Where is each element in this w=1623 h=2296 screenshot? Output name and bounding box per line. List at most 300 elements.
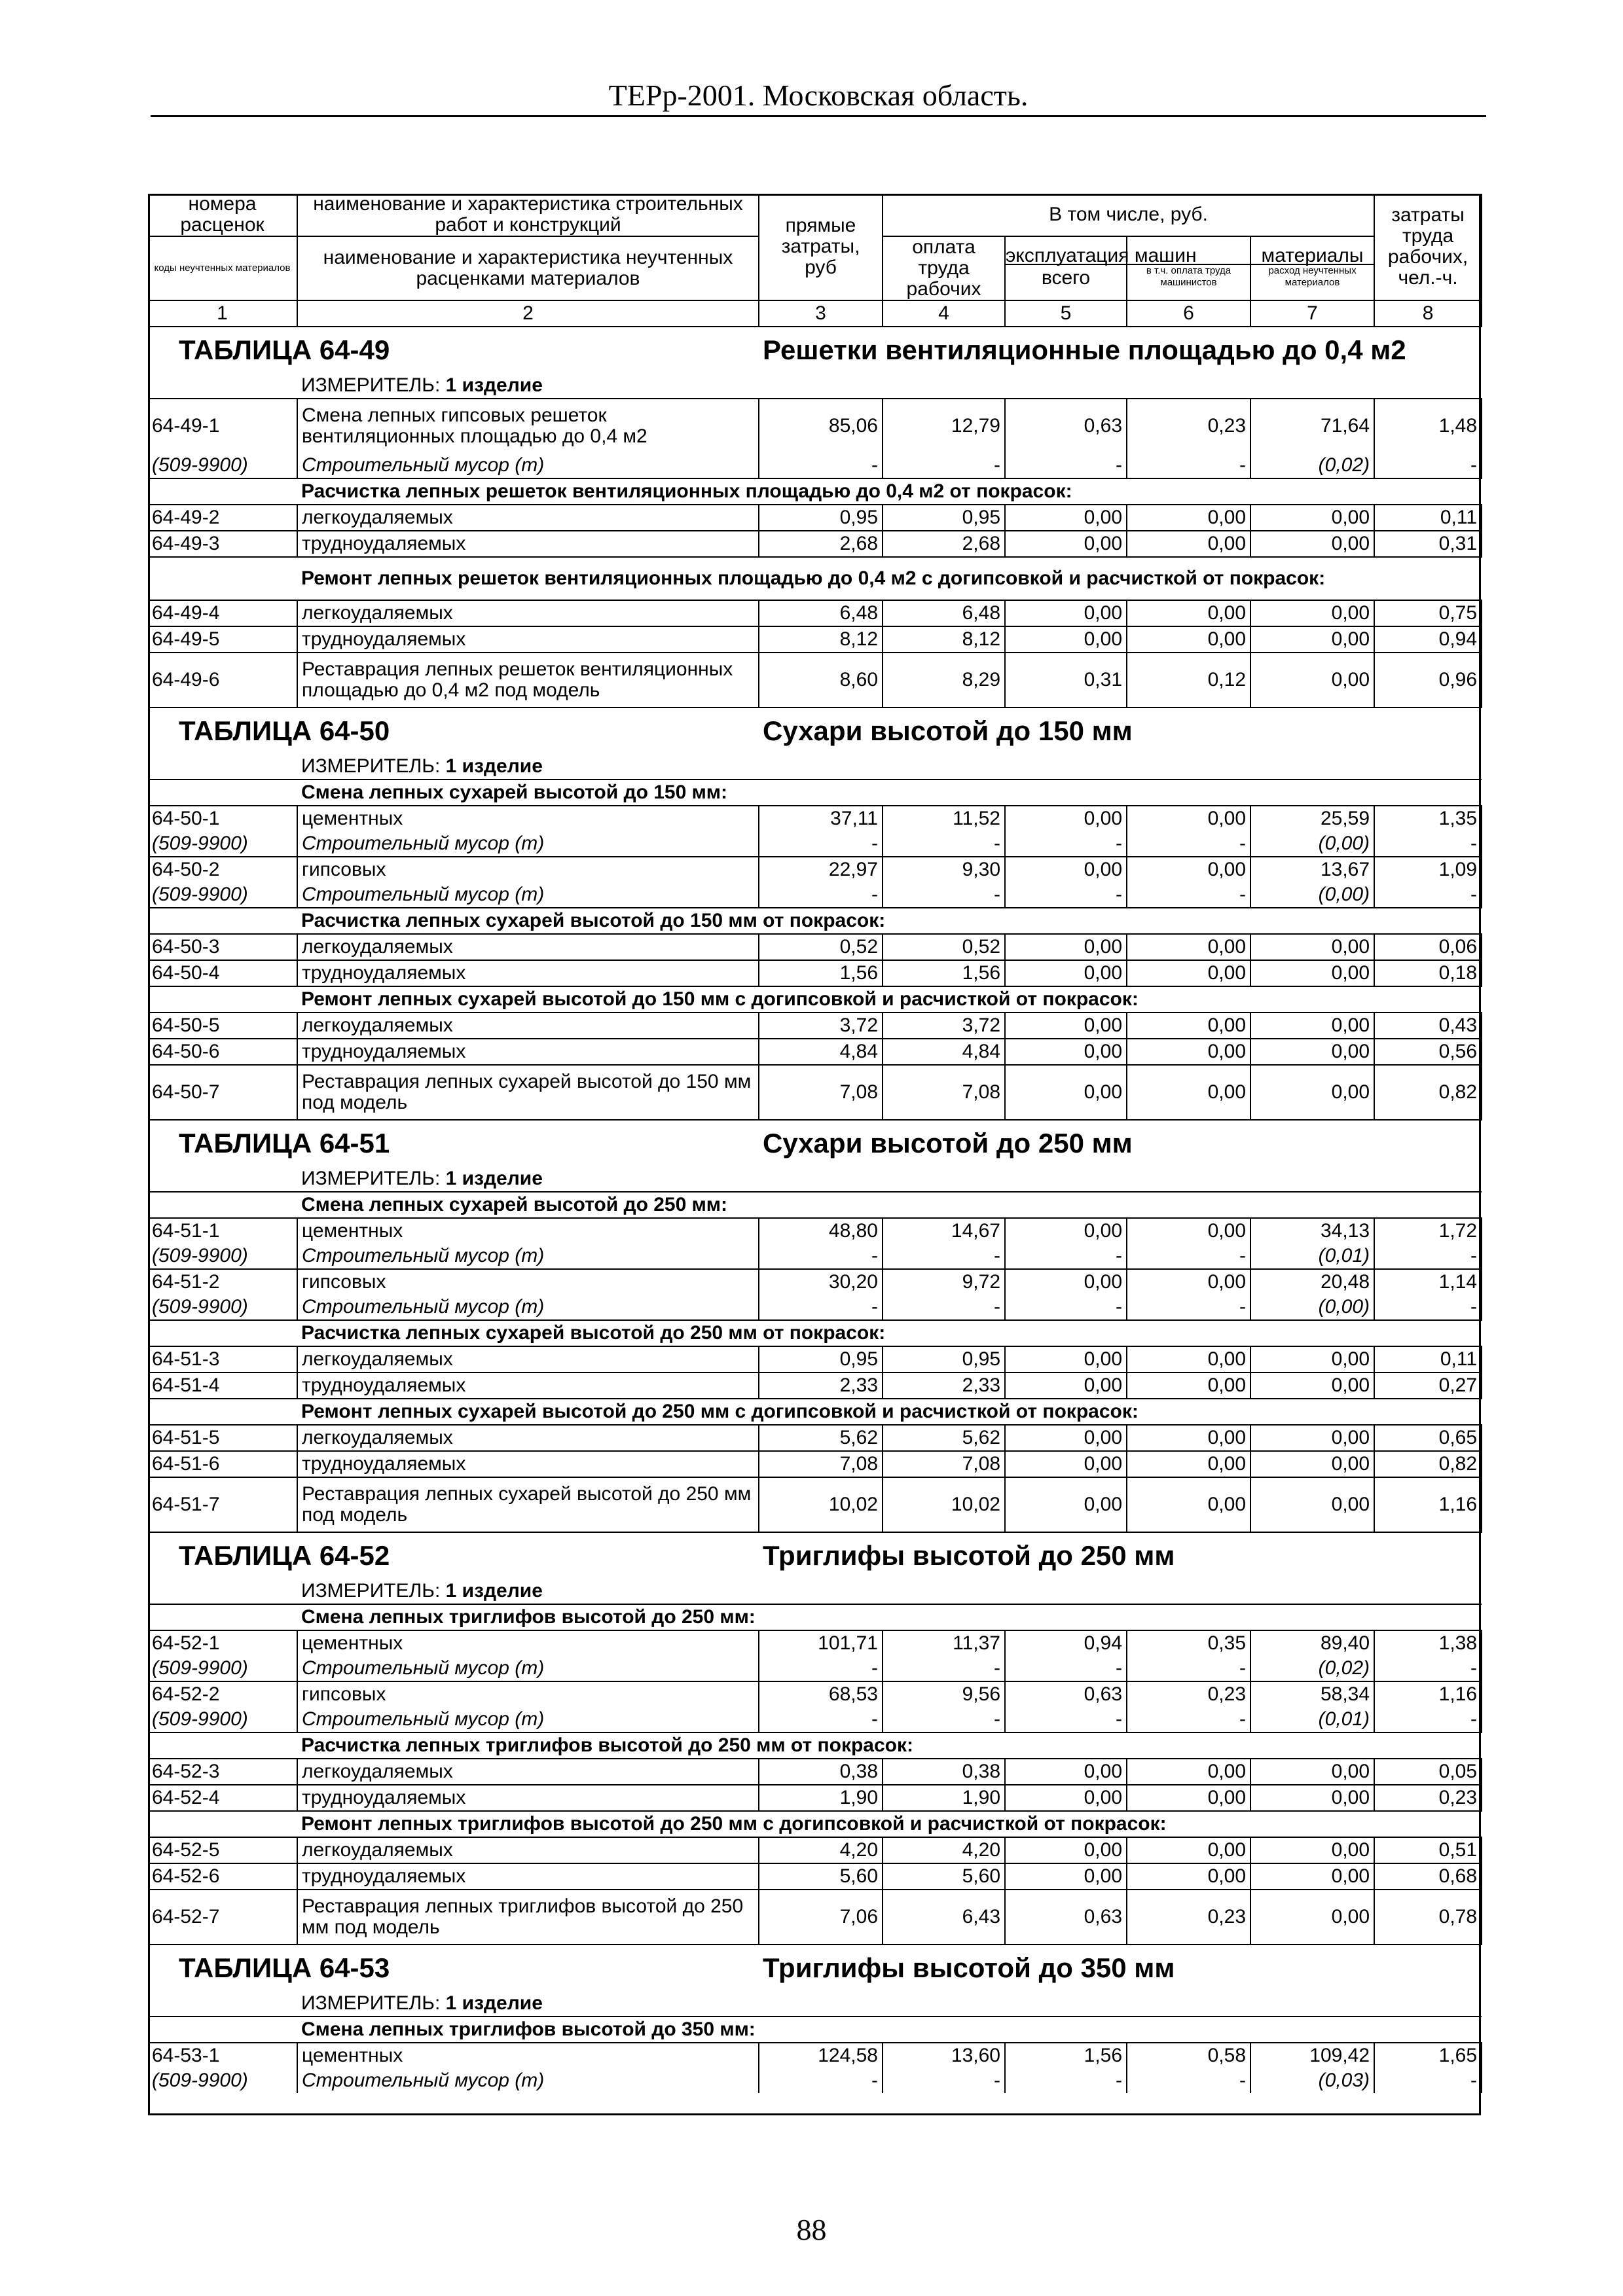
rate-code: 64-51-2	[149, 1269, 297, 1295]
rate-name: трудноудаляемых	[297, 1451, 759, 1477]
table-section-title	[149, 1945, 1482, 1991]
measure-unit: 1 изделие	[445, 1580, 543, 1602]
material-name: Строительный мусор (т)	[297, 882, 759, 908]
rate-code: 64-52-5	[149, 1837, 297, 1863]
materials-value: 109,42	[1250, 2043, 1374, 2068]
material-row	[149, 2068, 1482, 2093]
rate-code: 64-51-6	[149, 1451, 297, 1477]
subgroup-name: Смена лепных сухарей высотой до 250 мм:	[297, 1192, 1482, 1218]
machines-total-value: 0,00	[1005, 1759, 1127, 1785]
rate-name: легкоудаляемых	[297, 1837, 759, 1863]
measure-unit: 1 изделие	[445, 1992, 543, 2014]
rate-name: цементных	[297, 806, 759, 831]
wages-value: -	[883, 882, 1005, 908]
machinist-wages-value: 0,00	[1127, 1039, 1250, 1065]
section-number: ТАБЛИЦА 64-50	[149, 708, 759, 754]
wages-value: 0,95	[883, 1346, 1005, 1372]
machinist-wages-value: 0,58	[1127, 2043, 1250, 2068]
machinist-wages-value: 0,12	[1127, 653, 1250, 708]
subgroup-row	[149, 780, 1482, 806]
materials-value: (0,03)	[1250, 2068, 1374, 2093]
labor-hours-value: 1,16	[1374, 1681, 1482, 1707]
materials-value: (0,00)	[1250, 1295, 1374, 1320]
rate-name: трудноудаляемых	[297, 960, 759, 986]
table-section-title	[149, 327, 1482, 373]
page-number: 88	[796, 2213, 827, 2246]
wages-value: -	[883, 453, 1005, 478]
material-name: Строительный мусор (т)	[297, 2068, 759, 2093]
subgroup-spacer	[149, 1811, 297, 1837]
machines-total-value: 0,00	[1005, 1218, 1127, 1244]
section-number: ТАБЛИЦА 64-51	[149, 1120, 759, 1166]
subgroup-name: Расчистка лепных триглифов высотой до 250 мм от покрасок:	[297, 1732, 1482, 1759]
subgroup-spacer	[149, 2017, 297, 2043]
measure-cell	[297, 1579, 1482, 1604]
materials-value: (0,01)	[1250, 1244, 1374, 1269]
material-code: (509-9900)	[149, 1656, 297, 1681]
col-num-4: 4	[883, 300, 1005, 327]
machines-total-value: 0,63	[1005, 1681, 1127, 1707]
wages-value: 12,79	[883, 399, 1005, 453]
rate-code: 64-53-1	[149, 2043, 297, 2068]
materials-value: (0,01)	[1250, 1707, 1374, 1732]
measure-unit: 1 изделие	[445, 755, 543, 777]
direct-cost-value: -	[759, 1656, 883, 1681]
labor-hours-value: 0,27	[1374, 1372, 1482, 1399]
rates-table	[148, 194, 1482, 2093]
materials-value: 0,00	[1250, 1065, 1374, 1120]
materials-value: 0,00	[1250, 1759, 1374, 1785]
machines-total-value: 0,00	[1005, 1863, 1127, 1890]
machinist-wages-value: 0,00	[1127, 1785, 1250, 1811]
material-name: Строительный мусор (т)	[297, 1295, 759, 1320]
machines-total-value: 0,00	[1005, 934, 1127, 960]
measure-cell	[297, 754, 1482, 780]
rate-code: 64-50-3	[149, 934, 297, 960]
machines-total-value: 0,94	[1005, 1630, 1127, 1656]
rate-code: 64-52-6	[149, 1863, 297, 1890]
materials-value: 13,67	[1250, 857, 1374, 882]
wages-value: 0,95	[883, 505, 1005, 531]
machines-total-value: 0,00	[1005, 1346, 1127, 1372]
wages-value: 10,02	[883, 1477, 1005, 1532]
rate-code: 64-51-3	[149, 1346, 297, 1372]
col-header-material-name: наименование и характеристика неучтенных расценками материалов	[297, 236, 759, 300]
machines-total-value: -	[1005, 453, 1127, 478]
materials-value: 0,00	[1250, 653, 1374, 708]
labor-hours-value: 0,68	[1374, 1863, 1482, 1890]
machines-label: эксплуатация машин	[1006, 245, 1197, 266]
col-num-8: 8	[1374, 300, 1482, 327]
rate-row	[149, 1477, 1482, 1532]
rate-row	[149, 531, 1482, 557]
direct-cost-value: 48,80	[759, 1218, 883, 1244]
machinist-wages-value: 0,00	[1127, 1863, 1250, 1890]
machines-total-value: 0,00	[1005, 531, 1127, 557]
section-number: ТАБЛИЦА 64-49	[149, 327, 759, 373]
materials-value: 0,00	[1250, 1039, 1374, 1065]
rate-row	[149, 1065, 1482, 1120]
page-header	[151, 77, 1486, 117]
section-number: ТАБЛИЦА 64-52	[149, 1532, 759, 1579]
measure-row	[149, 1579, 1482, 1604]
col-num-2: 2	[297, 300, 759, 327]
rate-name: Реставрация лепных триглифов высотой до 250 мм под модель	[297, 1890, 759, 1945]
wages-value: 6,48	[883, 600, 1005, 626]
rate-name: Реставрация лепных сухарей высотой до 150 мм под модель	[297, 1065, 759, 1120]
section-name: Сухари высотой до 150 мм	[759, 708, 1482, 754]
rate-code: 64-52-1	[149, 1630, 297, 1656]
labor-hours-value: 1,38	[1374, 1630, 1482, 1656]
rate-code: 64-52-2	[149, 1681, 297, 1707]
labor-hours-value: 0,96	[1374, 653, 1482, 708]
section-name: Сухари высотой до 250 мм	[759, 1120, 1482, 1166]
material-row	[149, 882, 1482, 908]
materials-value: 0,00	[1250, 1451, 1374, 1477]
measure-label: ИЗМЕРИТЕЛЬ:	[301, 1992, 446, 2014]
material-name: Строительный мусор (т)	[297, 1244, 759, 1269]
direct-cost-value: 2,33	[759, 1372, 883, 1399]
machinist-wages-value: 0,00	[1127, 1218, 1250, 1244]
materials-value: 89,40	[1250, 1630, 1374, 1656]
rate-name: легкоудаляемых	[297, 1759, 759, 1785]
materials-value: 58,34	[1250, 1681, 1374, 1707]
machinist-wages-value: -	[1127, 831, 1250, 857]
col-header-material-codes: коды неучтенных материалов	[149, 236, 297, 300]
materials-value: (0,02)	[1250, 453, 1374, 478]
rate-name: трудноудаляемых	[297, 626, 759, 653]
subgroup-row	[149, 1604, 1482, 1630]
direct-cost-value: 101,71	[759, 1630, 883, 1656]
materials-value: 0,00	[1250, 1785, 1374, 1811]
measure-cell	[297, 373, 1482, 399]
col-num-3: 3	[759, 300, 883, 327]
machinist-wages-value: 0,35	[1127, 1630, 1250, 1656]
labor-hours-value: 1,48	[1374, 399, 1482, 453]
machines-total-value: -	[1005, 1707, 1127, 1732]
subgroup-row	[149, 2017, 1482, 2043]
rate-row	[149, 2043, 1482, 2068]
rate-row	[149, 505, 1482, 531]
table-header	[149, 194, 1482, 327]
subgroup-row	[149, 908, 1482, 934]
machinist-wages-value: -	[1127, 1295, 1250, 1320]
labor-hours-value: 0,43	[1374, 1013, 1482, 1039]
subgroup-row	[149, 1192, 1482, 1218]
rate-row	[149, 1759, 1482, 1785]
materials-value: 0,00	[1250, 1837, 1374, 1863]
machines-total-value: 0,00	[1005, 1837, 1127, 1863]
labor-hours-value: 0,06	[1374, 934, 1482, 960]
direct-cost-value: 0,95	[759, 505, 883, 531]
measure-spacer	[149, 1579, 297, 1604]
wages-value: 7,08	[883, 1065, 1005, 1120]
subgroup-name: Расчистка лепных решеток вентиляционных площадью до 0,4 м2 от покрасок:	[297, 478, 1482, 505]
labor-hours-value: 0,65	[1374, 1425, 1482, 1451]
subgroup-spacer	[149, 986, 297, 1013]
rate-row	[149, 1837, 1482, 1863]
measure-row	[149, 1166, 1482, 1192]
material-code: (509-9900)	[149, 1707, 297, 1732]
machinist-wages-value: 0,00	[1127, 1346, 1250, 1372]
machinist-wages-value: 0,00	[1127, 1013, 1250, 1039]
rate-name: гипсовых	[297, 1681, 759, 1707]
material-code: (509-9900)	[149, 882, 297, 908]
machinist-wages-value: 0,00	[1127, 1372, 1250, 1399]
subgroup-name: Ремонт лепных решеток вентиляционных площадью до 0,4 м2 с догипсовкой и расчисткой от покрасок:	[297, 557, 1482, 600]
measure-row	[149, 1991, 1482, 2017]
labor-hours-value: 0,31	[1374, 531, 1482, 557]
material-name: Строительный мусор (т)	[297, 1656, 759, 1681]
machines-total-value: 0,00	[1005, 1269, 1127, 1295]
wages-value: 6,43	[883, 1890, 1005, 1945]
rate-row	[149, 399, 1482, 453]
materials-value: 0,00	[1250, 531, 1374, 557]
rate-code: 64-49-6	[149, 653, 297, 708]
direct-cost-value: 0,38	[759, 1759, 883, 1785]
table-body	[149, 327, 1482, 2093]
direct-cost-value: 37,11	[759, 806, 883, 831]
subgroup-name: Расчистка лепных сухарей высотой до 250 мм от покрасок:	[297, 1320, 1482, 1346]
labor-hours-value: 0,11	[1374, 505, 1482, 531]
materials-label: материалы	[1251, 245, 1374, 265]
wages-value: 11,37	[883, 1630, 1005, 1656]
section-name: Решетки вентиляционные площадью до 0,4 м2	[759, 327, 1482, 373]
col-header-wages: оплата труда рабочих	[883, 236, 1005, 300]
col-header-group: В том числе, руб.	[883, 194, 1374, 236]
wages-value: -	[883, 1656, 1005, 1681]
wages-value: -	[883, 831, 1005, 857]
machinist-wages-value: 0,00	[1127, 1759, 1250, 1785]
table-section-title	[149, 708, 1482, 754]
subgroup-spacer	[149, 1192, 297, 1218]
measure-label: ИЗМЕРИТЕЛЬ:	[301, 755, 446, 777]
machinist-wages-value: 0,00	[1127, 1269, 1250, 1295]
machines-total-value: 0,00	[1005, 857, 1127, 882]
machinist-wages-value: 0,23	[1127, 1890, 1250, 1945]
labor-hours-value: 0,78	[1374, 1890, 1482, 1945]
materials-value: 0,00	[1250, 1346, 1374, 1372]
material-row	[149, 1295, 1482, 1320]
wages-value: 5,62	[883, 1425, 1005, 1451]
material-name: Строительный мусор (т)	[297, 831, 759, 857]
rate-code: 64-51-5	[149, 1425, 297, 1451]
machinist-wages-value: -	[1127, 882, 1250, 908]
materials-value: 34,13	[1250, 1218, 1374, 1244]
wages-value: 9,72	[883, 1269, 1005, 1295]
rate-code: 64-49-5	[149, 626, 297, 653]
subgroup-row	[149, 478, 1482, 505]
material-row	[149, 1707, 1482, 1732]
materials-value: 0,00	[1250, 1425, 1374, 1451]
machines-total-value: 0,00	[1005, 806, 1127, 831]
rate-row	[149, 626, 1482, 653]
col-header-rate-number: номера расценок	[149, 194, 297, 236]
materials-value: 0,00	[1250, 1013, 1374, 1039]
materials-consumption-label: расход неучтенных материалов	[1268, 265, 1357, 288]
material-code: (509-9900)	[149, 831, 297, 857]
machinist-wages-value: -	[1127, 1244, 1250, 1269]
materials-value: (0,00)	[1250, 831, 1374, 857]
machinist-wages-value: 0,00	[1127, 600, 1250, 626]
materials-value: (0,00)	[1250, 882, 1374, 908]
subgroup-spacer	[149, 908, 297, 934]
page-title: ТЕРр-2001. Московская область.	[608, 79, 1029, 112]
rate-name: легкоудаляемых	[297, 1013, 759, 1039]
labor-hours-value: 0,94	[1374, 626, 1482, 653]
machinist-wages-label: в т.ч. оплата труда машинистов	[1146, 265, 1231, 288]
direct-cost-value: 10,02	[759, 1477, 883, 1532]
materials-value: 20,48	[1250, 1269, 1374, 1295]
direct-cost-value: 68,53	[759, 1681, 883, 1707]
rate-row	[149, 1681, 1482, 1707]
machines-total-value: 0,00	[1005, 960, 1127, 986]
measure-spacer	[149, 1166, 297, 1192]
rate-code: 64-51-4	[149, 1372, 297, 1399]
col-header-direct-costs: прямые затраты, руб	[759, 194, 883, 300]
wages-value: 2,33	[883, 1372, 1005, 1399]
rate-row	[149, 806, 1482, 831]
labor-hours-value: 1,72	[1374, 1218, 1482, 1244]
machinist-wages-value: 0,00	[1127, 1477, 1250, 1532]
materials-value: 0,00	[1250, 1372, 1374, 1399]
col-num-7: 7	[1250, 300, 1374, 327]
machines-total-label: всего	[1041, 267, 1091, 289]
measure-spacer	[149, 1991, 297, 2017]
machines-total-value: 0,00	[1005, 600, 1127, 626]
rate-name: цементных	[297, 1630, 759, 1656]
rate-row	[149, 857, 1482, 882]
col-num-6: 6	[1127, 300, 1250, 327]
measure-cell	[297, 1991, 1482, 2017]
machinist-wages-value: 0,23	[1127, 1681, 1250, 1707]
direct-cost-value: 124,58	[759, 2043, 883, 2068]
rate-name: трудноудаляемых	[297, 1372, 759, 1399]
rate-row	[149, 1218, 1482, 1244]
rate-name: трудноудаляемых	[297, 531, 759, 557]
rate-name: гипсовых	[297, 857, 759, 882]
table-section-title	[149, 1120, 1482, 1166]
direct-cost-value: 4,84	[759, 1039, 883, 1065]
subgroup-row	[149, 1732, 1482, 1759]
machinist-wages-value: 0,00	[1127, 505, 1250, 531]
rate-row	[149, 1269, 1482, 1295]
machines-total-value: -	[1005, 2068, 1127, 2093]
rate-name: легкоудаляемых	[297, 600, 759, 626]
measure-row	[149, 373, 1482, 399]
wages-value: -	[883, 2068, 1005, 2093]
rate-name: трудноудаляемых	[297, 1785, 759, 1811]
rate-row	[149, 1039, 1482, 1065]
material-name: Строительный мусор (т)	[297, 1707, 759, 1732]
materials-value: 0,00	[1250, 1863, 1374, 1890]
materials-value: 0,00	[1250, 600, 1374, 626]
direct-cost-value: 8,12	[759, 626, 883, 653]
wages-value: 14,67	[883, 1218, 1005, 1244]
rate-row	[149, 1863, 1482, 1890]
material-code: (509-9900)	[149, 453, 297, 478]
wages-value: 1,56	[883, 960, 1005, 986]
wages-value: 1,90	[883, 1785, 1005, 1811]
direct-cost-value: -	[759, 2068, 883, 2093]
labor-hours-value: -	[1374, 1656, 1482, 1681]
machines-total-value: 0,00	[1005, 1425, 1127, 1451]
machines-total-value: 0,00	[1005, 1372, 1127, 1399]
wages-value: 9,30	[883, 857, 1005, 882]
machines-total-value: 0,00	[1005, 1451, 1127, 1477]
direct-cost-value: 1,90	[759, 1785, 883, 1811]
wages-value: 0,38	[883, 1759, 1005, 1785]
measure-unit: 1 изделие	[445, 374, 543, 396]
machines-total-value: -	[1005, 882, 1127, 908]
rate-code: 64-50-4	[149, 960, 297, 986]
measure-cell	[297, 1166, 1482, 1192]
subgroup-row	[149, 1320, 1482, 1346]
measure-row	[149, 754, 1482, 780]
rate-row	[149, 1785, 1482, 1811]
measure-spacer	[149, 754, 297, 780]
subgroup-name: Расчистка лепных сухарей высотой до 150 мм от покрасок:	[297, 908, 1482, 934]
machinist-wages-value: -	[1127, 1707, 1250, 1732]
material-row	[149, 453, 1482, 478]
rate-row	[149, 653, 1482, 708]
machines-total-value: 0,00	[1005, 1013, 1127, 1039]
direct-cost-value: 0,52	[759, 934, 883, 960]
machinist-wages-value: 0,00	[1127, 806, 1250, 831]
subgroup-row	[149, 557, 1482, 600]
rate-name: Смена лепных гипсовых решеток вентиляционных площадью до 0,4 м2	[297, 399, 759, 453]
labor-hours-value: 0,56	[1374, 1039, 1482, 1065]
measure-label: ИЗМЕРИТЕЛЬ:	[301, 374, 446, 396]
machines-total-value: 0,63	[1005, 399, 1127, 453]
labor-hours-value: 1,09	[1374, 857, 1482, 882]
machinist-wages-value: 0,00	[1127, 1451, 1250, 1477]
direct-cost-value: 5,62	[759, 1425, 883, 1451]
direct-cost-value: 3,72	[759, 1013, 883, 1039]
labor-hours-value: 1,16	[1374, 1477, 1482, 1532]
col-header-work-name: наименование и характеристика строительных работ и конструкций	[297, 194, 759, 236]
direct-cost-value: 7,08	[759, 1451, 883, 1477]
rate-row	[149, 1013, 1482, 1039]
rate-name: легкоудаляемых	[297, 505, 759, 531]
rate-row	[149, 1346, 1482, 1372]
rate-code: 64-51-1	[149, 1218, 297, 1244]
direct-cost-value: -	[759, 453, 883, 478]
machines-total-value: 0,00	[1005, 1039, 1127, 1065]
rate-name: Реставрация лепных решеток вентиляционных площадью до 0,4 м2 под модель	[297, 653, 759, 708]
subgroup-name: Ремонт лепных триглифов высотой до 250 мм с догипсовкой и расчисткой от покрасок:	[297, 1811, 1482, 1837]
subgroup-name: Смена лепных сухарей высотой до 150 мм:	[297, 780, 1482, 806]
labor-hours-value: -	[1374, 1295, 1482, 1320]
subgroup-row	[149, 1399, 1482, 1425]
direct-cost-value: -	[759, 882, 883, 908]
materials-value: 0,00	[1250, 626, 1374, 653]
subgroup-name: Ремонт лепных сухарей высотой до 150 мм с догипсовкой и расчисткой от покрасок:	[297, 986, 1482, 1013]
direct-cost-value: 4,20	[759, 1837, 883, 1863]
material-code: (509-9900)	[149, 1295, 297, 1320]
rate-code: 64-52-7	[149, 1890, 297, 1945]
machines-total-value: 0,31	[1005, 653, 1127, 708]
subgroup-name: Смена лепных триглифов высотой до 350 мм:	[297, 2017, 1482, 2043]
direct-cost-value: 0,95	[759, 1346, 883, 1372]
direct-cost-value: 7,06	[759, 1890, 883, 1945]
rate-code: 64-50-7	[149, 1065, 297, 1120]
measure-label: ИЗМЕРИТЕЛЬ:	[301, 1168, 446, 1189]
direct-cost-value: -	[759, 1244, 883, 1269]
machines-total-value: 0,00	[1005, 1477, 1127, 1532]
wages-value: 2,68	[883, 531, 1005, 557]
direct-cost-value: 7,08	[759, 1065, 883, 1120]
